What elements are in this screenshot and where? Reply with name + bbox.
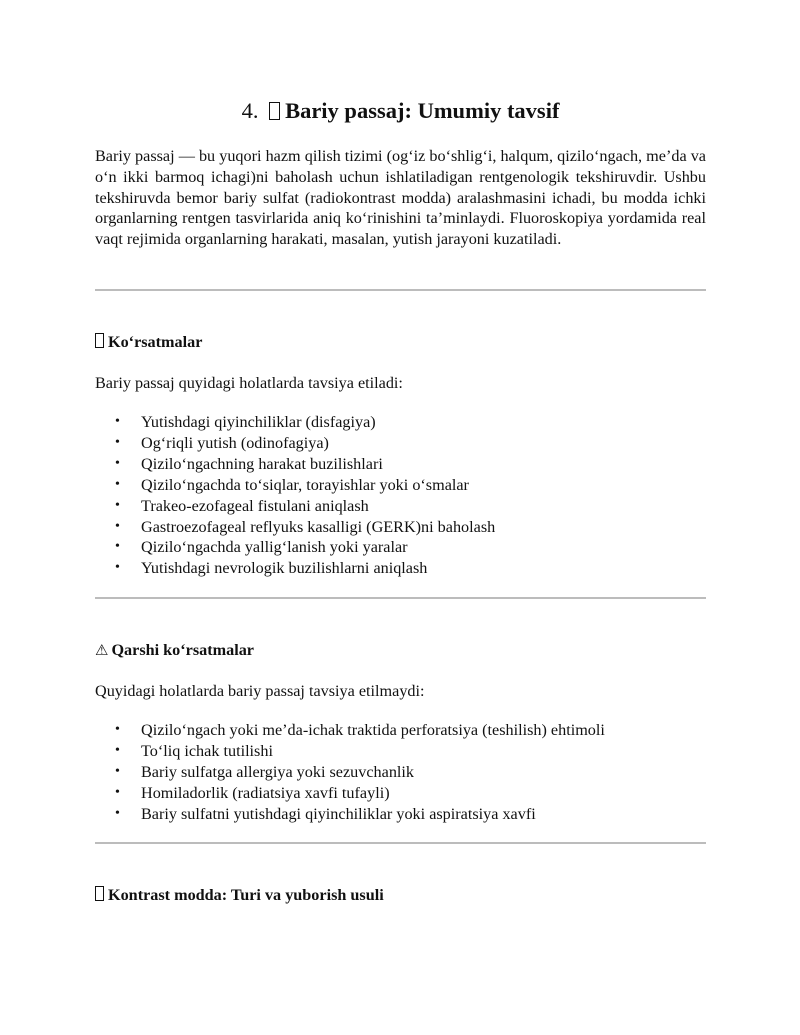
list-item: • Qizilo‘ngachda yallig‘lanish yoki yaralar	[95, 537, 706, 558]
list-item: • To‘liq ichak tutilishi	[95, 741, 706, 762]
list-item: • Yutishdagi qiyinchiliklar (disfagiya)	[95, 412, 706, 433]
list-item: • Bariy sulfatni yutishdagi qiyinchiliklar yoki aspiratsiya xavfi	[95, 804, 706, 825]
list-item: • Qizilo‘ngachda to‘siqlar, torayishlar yoki o‘smalar	[95, 475, 706, 496]
list-item: • Qizilo‘ngach yoki me’da-ichak traktida perforatsiya (teshilish) ehtimoli	[95, 720, 706, 741]
divider	[95, 597, 706, 599]
list-item: • Qizilo‘ngachning harakat buzilishlari	[95, 454, 706, 475]
title-text: Bariy passaj: Umumiy tavsif	[285, 98, 560, 123]
contraindications-heading-text: Qarshi ko‘rsatmalar	[111, 641, 254, 659]
contrast-heading	[95, 885, 384, 905]
list-item: • Homiladorlik (radiatsiya xavfi tufayli)	[95, 783, 706, 804]
indications-list	[95, 412, 706, 579]
missing-glyph-icon	[95, 886, 104, 901]
section-number: 4.	[241, 98, 259, 123]
contraindications-heading	[95, 640, 254, 661]
contrast-heading-text: Kontrast modda: Turi va yuborish usuli	[108, 886, 384, 904]
contraindications-list	[95, 720, 706, 825]
indications-heading	[95, 332, 202, 352]
list-item: • Trakeo-ezofageal fistulani aniqlash	[95, 496, 706, 517]
divider	[95, 289, 706, 291]
list-item: • Og‘riqli yutish (odinofagiya)	[95, 433, 706, 454]
warning-icon: ⚠	[95, 643, 109, 659]
list-item: • Gastroezofageal reflyuks kasalligi (GERK)ni baholash	[95, 517, 706, 538]
indications-heading-text: Ko‘rsatmalar	[108, 333, 203, 351]
page-title	[95, 96, 706, 126]
list-item: • Bariy sulfatga allergiya yoki sezuvchanlik	[95, 762, 706, 783]
divider	[95, 842, 706, 844]
missing-glyph-icon	[95, 333, 104, 348]
contraindications-lead: Quyidagi holatlarda bariy passaj tavsiya etilmaydi:	[95, 682, 425, 700]
indications-lead: Bariy passaj quyidagi holatlarda tavsiya etiladi:	[95, 374, 403, 392]
intro-paragraph: Bariy passaj — bu yuqori hazm qilish tizimi (og‘iz bo‘shlig‘i, halqum, qizilo‘ngach, me’da va o‘n ikki barmoq ichagi)ni baholash uchun ishlatiladigan rentgenologik tekshiruvdir. Ushbu tekshiruvda bemor bariy sulfat (radiokontrast modda) aralashmasini ichadi, bu modda ichki organlarning rentgen tasvirlarida aniq ko‘rinishini ta’minlaydi. Fluoroskopiya yordamida real vaqt rejimida organlarning harakati, masalan, yutish jarayoni kuzatiladi.	[95, 147, 706, 249]
list-item: • Yutishdagi nevrologik buzilishlarni aniqlash	[95, 558, 706, 579]
missing-glyph-icon	[269, 102, 280, 120]
